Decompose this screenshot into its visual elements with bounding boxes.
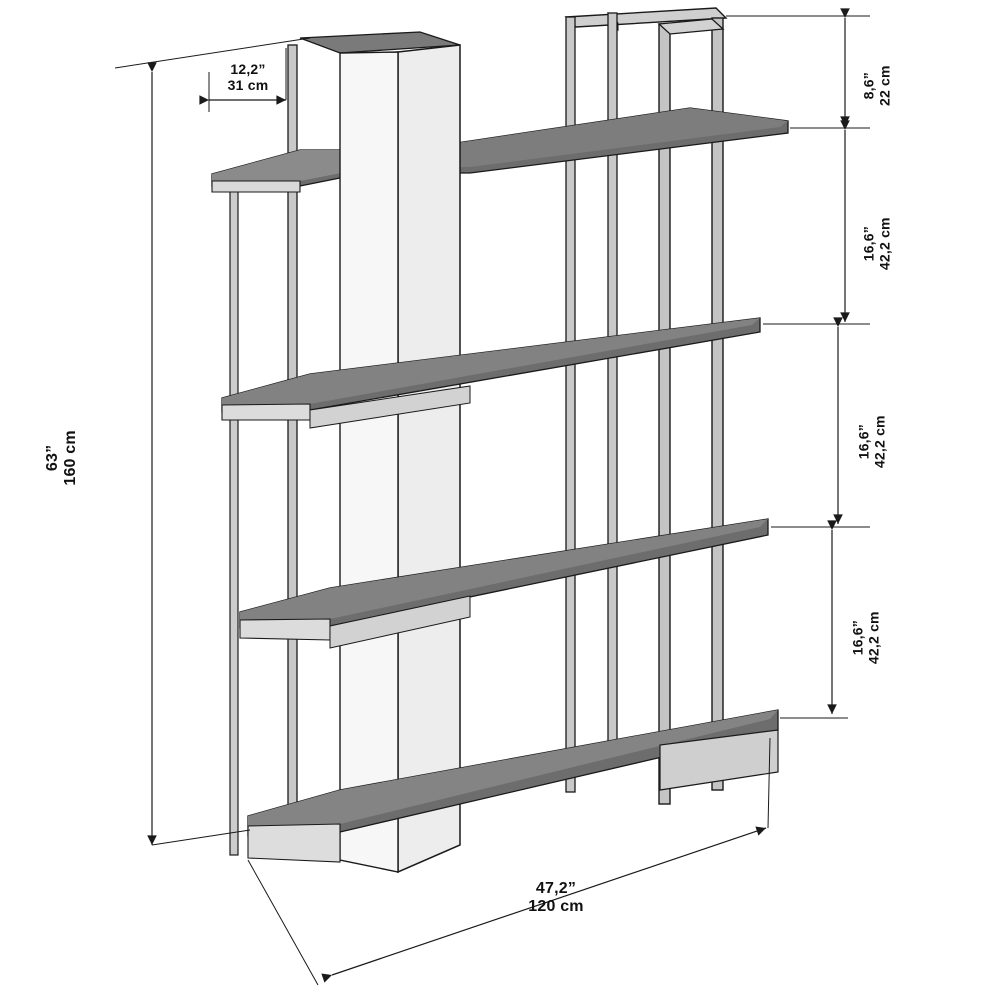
shelf-lower <box>240 519 768 648</box>
depth-label <box>188 62 308 93</box>
segment-middle-metric: 42,2 cm <box>871 415 887 469</box>
segment-top-label <box>861 26 892 146</box>
segment-top-metric: 22 cm <box>876 65 892 107</box>
bookcase-illustration <box>212 8 788 872</box>
segment-middle-label <box>856 372 887 512</box>
depth-imperial: 12,2” <box>230 61 266 77</box>
segment-upper-label <box>861 174 892 314</box>
segment-upper-imperial: 16,6” <box>860 226 877 262</box>
segment-lower-metric: 42,2 cm <box>865 611 881 665</box>
overall-height-label <box>44 398 80 518</box>
overall-height-metric: 160 cm <box>62 430 79 486</box>
depth-metric: 31 cm <box>227 76 269 93</box>
segment-lower-imperial: 16,6” <box>849 620 866 656</box>
segment-top-imperial: 8,6” <box>860 72 877 100</box>
segment-lower-label <box>850 568 881 708</box>
overall-width-metric: 120 cm <box>528 897 584 915</box>
shelf-bottom <box>248 710 778 862</box>
center-panel <box>340 45 460 872</box>
segment-middle-imperial: 16,6” <box>855 424 872 460</box>
segment-upper-metric: 42,2 cm <box>876 217 892 271</box>
overall-width-label <box>456 880 656 916</box>
overall-height-imperial: 63” <box>44 444 62 472</box>
overall-width-imperial: 47,2” <box>535 880 577 897</box>
shelf-middle <box>222 318 760 428</box>
